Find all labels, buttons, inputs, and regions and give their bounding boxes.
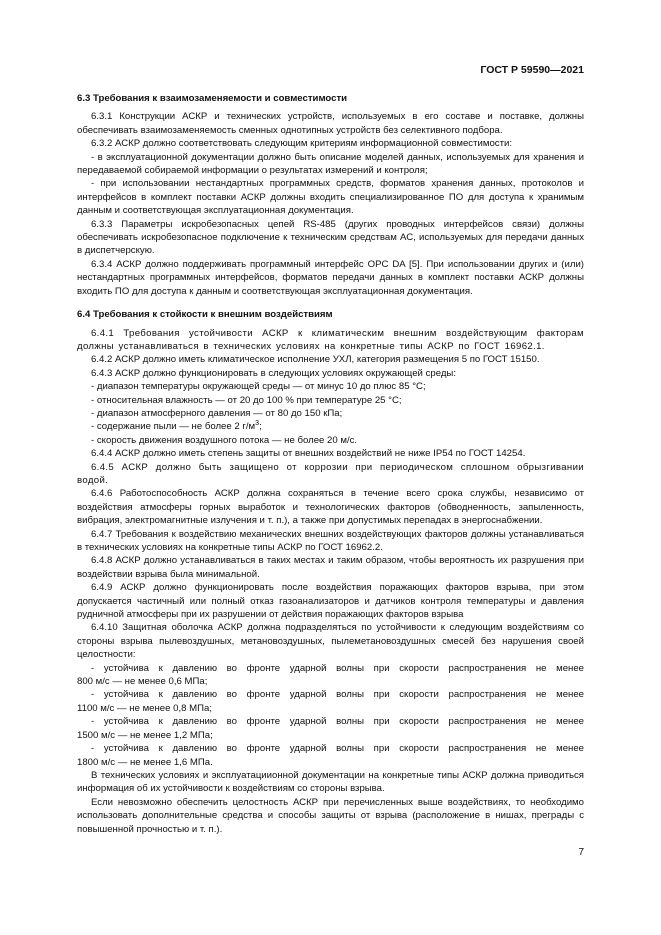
list-item: - диапазон атмосферного давления — от 80 до 150 кПа; xyxy=(91,407,343,419)
paragraph-6-3-4: 6.3.4 АСКР должно поддерживать программный интерфейс OPC DA [5]. При использовании других и (или) нестандартных программных интерфейсов, форматов передачи данных в комплект поставки АСКР должны входить ПО для доступа к данным и соответствующая эксплуатационная документация. xyxy=(77,258,584,297)
list-item xyxy=(77,420,584,433)
list-item-continuation: 1100 м/с — не менее 0,8 МПа; xyxy=(77,702,213,714)
paragraph-6-4-9: 6.4.9 АСКР должно функционировать после воздействия поражающих факторов взрыва, при этом допускается частичный или полный отказ газоанализаторов и датчиков контроля температуры и давления рудничной атмосферы при их разрушении от действия поражающих факторов взрыва xyxy=(77,582,584,621)
document-body xyxy=(77,92,584,836)
paragraph-6-3-3: 6.3.3 Параметры искробезопасных цепей RS-485 (других проводных интерфейсов связи) должны обеспечивать искробезопасное подключение к техническим средствам АС, используемых для передачи данных в диспетчерскую. xyxy=(77,218,584,257)
list-item-continuation: 1800 м/с — не менее 1,6 МПа. xyxy=(77,756,213,768)
paragraph-6-4-10: 6.4.10 Защитная оболочка АСКР должна подразделяться по устойчивости к следующим воздействиям со стороны взрыва пылевоздушных, метановоздушных, пылеметановоздушных смесей без нарушения своей целостности: xyxy=(77,622,584,661)
paragraph-6-3-1: 6.3.1 Конструкции АСКР и технических устройств, используемых в его составе и поставке, должны обеспечивать взаимозаменяемость сменных однотипных устройств без селективного подбора. xyxy=(77,111,584,136)
list-item-continuation: 800 м/с — не менее 0,6 МПа; xyxy=(77,676,208,688)
list-item-line: - устойчива к давлению во фронте ударной волны при скорости распространения не менее xyxy=(91,689,584,701)
paragraph-6-4-1: 6.4.1 Требования устойчивости АСКР к климатическим внешним воздействующим факторам должны устанавливаться в технических условиях на конкретные типы АСКР по ГОСТ 16962.1. xyxy=(77,327,584,352)
list-item-line: - устойчива к давлению во фронте ударной волны при скорости распространения не менее xyxy=(91,743,584,755)
dust-content-end: ; xyxy=(259,421,262,433)
list-item: - скорость движения воздушного потока — не более 20 м/с. xyxy=(91,434,358,446)
document-code: ГОСТ Р 59590—2021 xyxy=(480,64,584,76)
list-item-line: - устойчива к давлению во фронте ударной волны при скорости распространения не менее xyxy=(91,716,584,728)
paragraph-6-4-5: 6.4.5 АСКР должно быть защищено от коррозии при периодическом сплошном обрызгивании водой. xyxy=(77,461,584,486)
list-item-continuation: 1500 м/с — не менее 1,2 МПа; xyxy=(77,729,213,741)
list-item: - относительная влажность — от 20 до 100 % при температуре 25 °С; xyxy=(91,394,402,406)
list-item: - в эксплуатационной документации должно быть описание моделей данных, используемых для хранения и передаваемой собираемой информации о результатах измерений и контроля; xyxy=(77,151,584,177)
paragraph-6-4-7: 6.4.7 Требования к воздействию механических внешних воздействующих факторов должны устанавливаться в технических условиях на конкретные типы АСКР по ГОСТ 16962.2. xyxy=(77,528,584,553)
section-6-4-heading: 6.4 Требования к стойкости к внешним воздействиям xyxy=(77,309,333,321)
paragraph-6-4-6: 6.4.6 Работоспособность АСКР должна сохраняться в течение всего срока службы, независимо от воздействия атмосферы горных выработок и технологических факторов (обводненность, запыленность, вибрация, электромагнитные излучения и т. п.), а также при допустимых перепадах в энергоснабжении. xyxy=(77,488,584,527)
paragraph-6-3-2: 6.3.2 АСКР должно соответствовать следующим критериям информационной совместимости: xyxy=(91,138,512,150)
paragraph-6-4-2: 6.4.2 АСКР должно иметь климатическое исполнение УХЛ, категория размещения 5 по ГОСТ 15150. xyxy=(91,354,540,366)
paragraph-6-4-4: 6.4.4 АСКР должно иметь степень защиты от внешних воздействий не ниже IP54 по ГОСТ 14254. xyxy=(91,448,526,460)
cubic-superscript: 3 xyxy=(255,420,260,428)
dust-content-text: - содержание пыли — не более 2 г/м xyxy=(91,421,256,433)
section-6-3-heading: 6.3 Требования к взаимозаменяемости и совместимости xyxy=(77,93,348,104)
page-number: 7 xyxy=(578,847,584,858)
paragraph-6-4-8: 6.4.8 АСКР должно устанавливаться в таких местах и таким образом, чтобы вероятность их разрушения при воздействии взрыва была минимальной. xyxy=(77,555,584,580)
paragraph-additional-protection: Если невозможно обеспечить целостность АСКР при перечисленных выше воздействиях, то необходимо использовать дополнительные средства и способы защиты от взрыва (расположение в нишах, преграды с повышенной прочностью и т. п.). xyxy=(77,796,584,835)
list-item: - при использовании нестандартных программных средств, форматов хранения данных, протоколов и интерфейсов в комплект поставки АСКР должны входить специализированное ПО для доступа к хранимым данным и соответствующая эксплуатационная документация. xyxy=(77,178,584,217)
list-item: - диапазон температуры окружающей среды — от минус 10 до плюс 85 °С; xyxy=(91,381,426,393)
paragraph-6-4-3: 6.4.3 АСКР должно функционировать в следующих условиях окружающей среды: xyxy=(91,367,456,379)
list-item-line: - устойчива к давлению во фронте ударной волны при скорости распространения не менее xyxy=(91,662,584,674)
paragraph-tech-conditions: В технических условиях и эксплуатациионной документации на конкретные типы АСКР должна приводиться информация об их устойчивости к воздействиям со стороны взрыва. xyxy=(77,769,584,795)
